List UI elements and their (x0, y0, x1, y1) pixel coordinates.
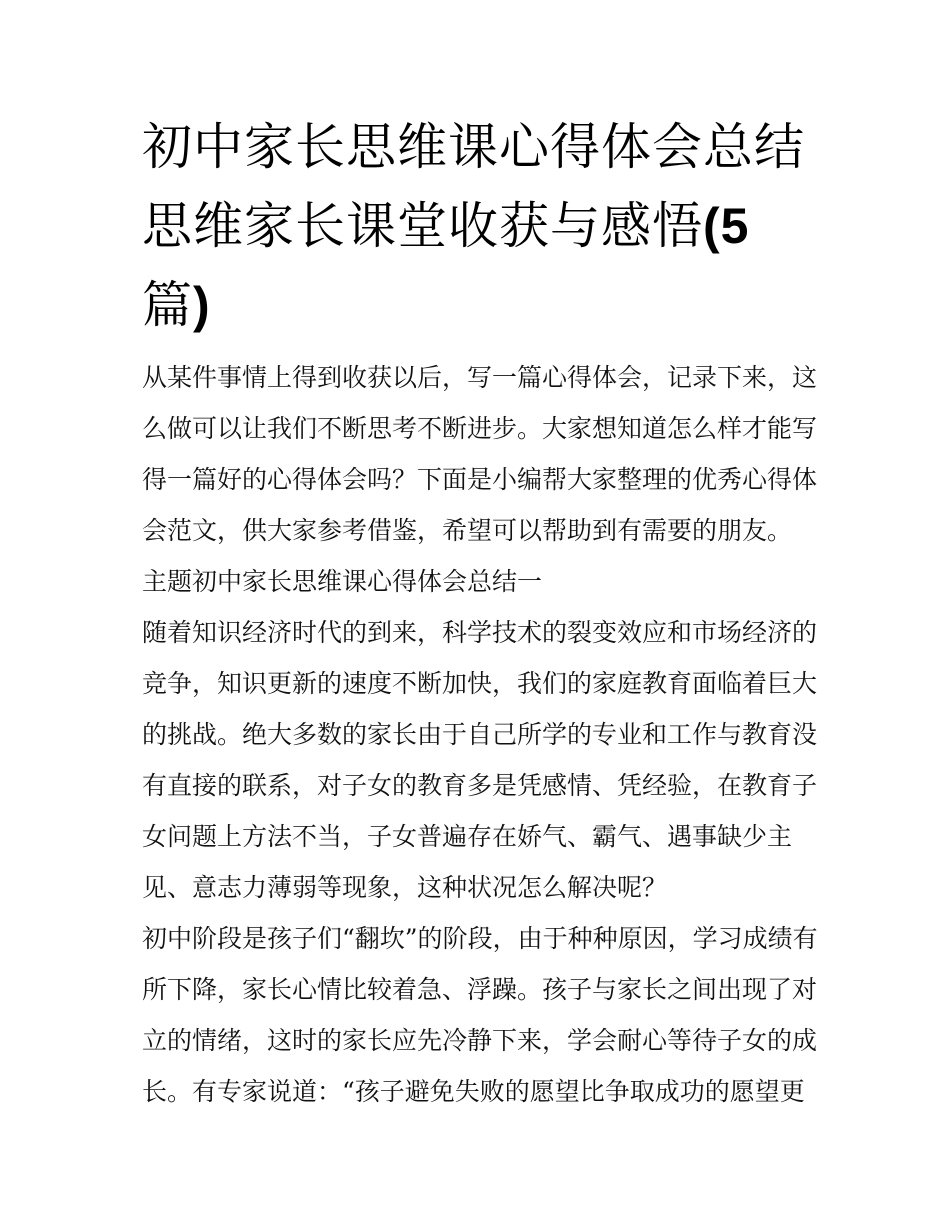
body-line: 立的情绪，这时的家长应先冷静下来，学会耐心等待子女的成 (142, 1026, 818, 1055)
title-line-1: 初中家长思维课心得体会总结 (142, 118, 805, 176)
body-line: 从某件事情上得到收获以后，写一篇心得体会，记录下来，这 (142, 363, 818, 392)
section-heading: 主题初中家长思维课心得体会总结一 (142, 567, 543, 596)
document-title (142, 108, 832, 345)
body-line: 所下降，家长心情比较着急、浮躁。孩子与家长之间出现了对 (142, 975, 818, 1004)
body-line: 初中阶段是孩子们“翻坎”的阶段，由于种种原因，学习成绩有 (142, 924, 818, 953)
title-count-open: (5 (703, 198, 750, 254)
document-body (142, 352, 822, 1117)
body-line: 长。有专家说道：“孩子避免失败的愿望比争取成功的愿望更 (142, 1077, 805, 1106)
body-line: 见、意志力薄弱等现象，这种状况怎么解决呢？ (142, 873, 668, 902)
body-line: 随着知识经济时代的到来，科学技术的裂变效应和市场经济的 (142, 618, 818, 647)
body-line: 么做可以让我们不断思考不断进步。大家想知道怎么样才能写 (142, 414, 818, 443)
body-line: 会范文，供大家参考借鉴，希望可以帮助到有需要的朋友。 (142, 516, 793, 545)
title-line-2: 思维家长课堂收获与感悟 (142, 197, 703, 255)
body-line: 竞争，知识更新的速度不断加快，我们的家庭教育面临着巨大 (142, 669, 818, 698)
body-line: 得一篇好的心得体会吗？下面是小编帮大家整理的优秀心得体 (142, 465, 818, 494)
body-line: 的挑战。绝大多数的家长由于自己所学的专业和工作与教育没 (142, 720, 818, 749)
body-line: 有直接的联系，对子女的教育多是凭感情、凭经验，在教育子 (142, 771, 818, 800)
title-count-close: ) (193, 277, 211, 333)
title-line-3: 篇 (142, 276, 193, 334)
body-line: 女问题上方法不当，子女普遍存在娇气、霸气、遇事缺少主 (142, 822, 793, 851)
